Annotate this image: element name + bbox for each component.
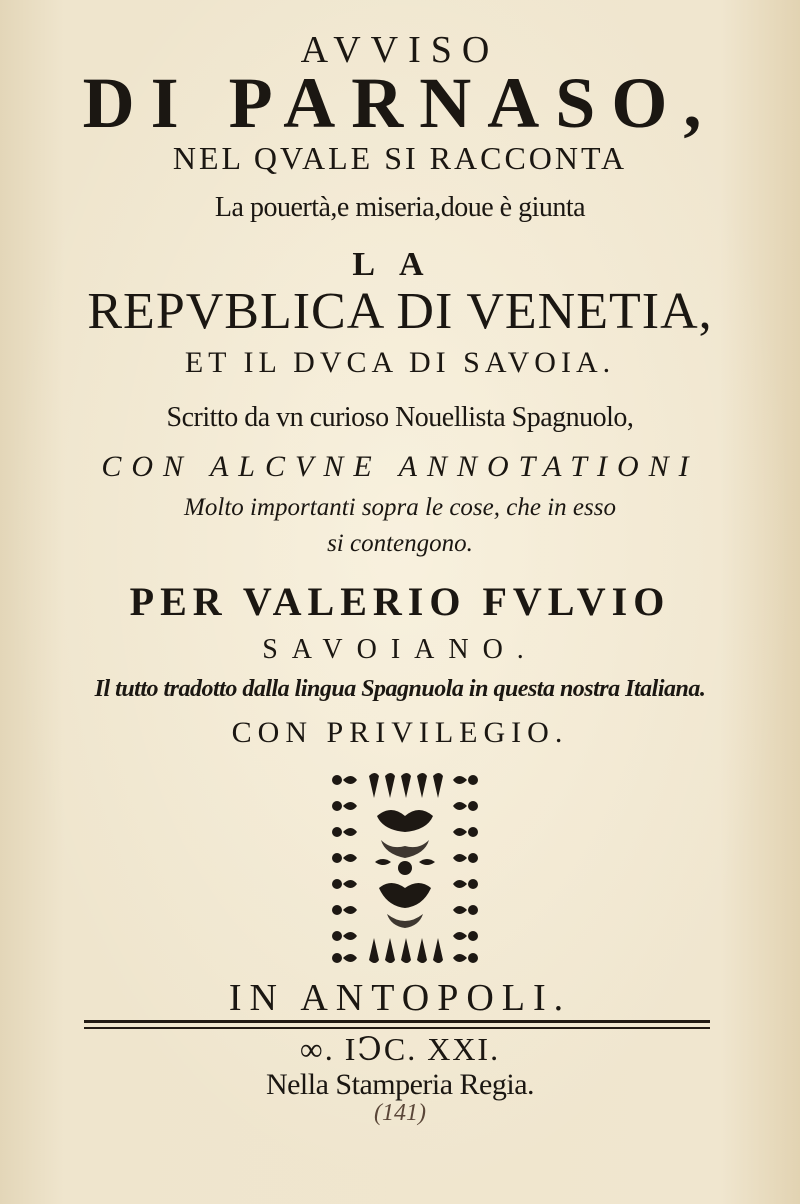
privilege-line: CON PRIVILEGIO. <box>231 716 569 749</box>
heading-la: LA <box>352 246 448 283</box>
heading-repubblica: REPVBLICA DI VENETIA, <box>87 283 713 340</box>
printers-ornament-icon <box>325 768 485 968</box>
subheading-nel-quale: NEL QVALE SI RACCONTA <box>172 140 628 176</box>
divider-rule-thin <box>84 1027 710 1029</box>
author-origin: SAVOIANO. <box>262 634 538 665</box>
imprint-place: IN ANTOPOLI. <box>228 977 572 1019</box>
imprint-date: ∞. IↃC. XXI. <box>299 1031 501 1067</box>
translation-note: Il tutto tradotto dalla lingua Spagnuola in questa nostra Italiana. <box>94 676 706 702</box>
handwritten-annotation: (141) <box>374 1100 426 1126</box>
italic-molto: Molto importanti sopra le cose, che in esso <box>184 494 616 521</box>
subheading-duca: ET IL DVCA DI SAVOIA. <box>184 346 616 379</box>
divider-rule-thick <box>84 1020 710 1023</box>
text-scritto: Scritto da vn curioso Nouellista Spagnuolo, <box>166 402 634 433</box>
heading-avviso: AVVISO <box>300 29 500 71</box>
italic-annotationi: CON ALCVNE ANNOTATIONI <box>101 450 699 483</box>
imprint-printer: Nella Stamperia Regia. <box>265 1068 535 1101</box>
text-poverta: La pouertà,e miseria,doue è giunta <box>214 192 586 223</box>
italic-contengono: si contengono. <box>327 530 473 557</box>
heading-di-parnaso: DI PARNASO, <box>82 63 718 143</box>
author-name: PER VALERIO FVLVIO <box>129 579 671 624</box>
